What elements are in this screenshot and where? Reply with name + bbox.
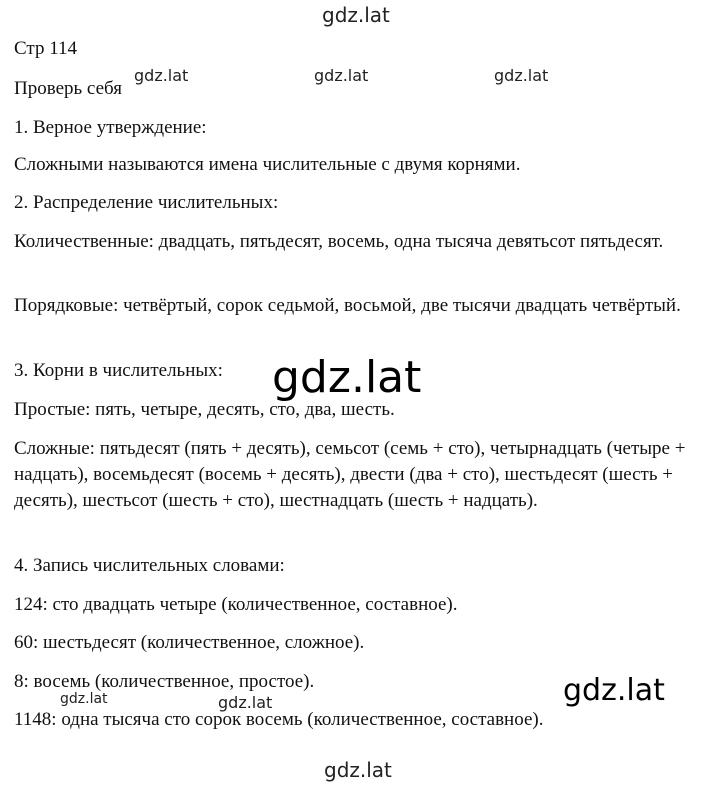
paragraph-13: 1148: одна тысяча сто сорок восемь (количественное, составное).	[14, 709, 544, 730]
page-number: Стр 114	[14, 38, 78, 59]
paragraph-4: Количественные: двадцать, пятьдесят, восемь, одна тысяча девятьсот пятьдесят.	[14, 231, 664, 252]
watermark: gdz.lat	[218, 693, 273, 712]
paragraph-12: 8: восемь (количественное, простое).	[14, 671, 315, 692]
paragraph-3: 2. Распределение числительных:	[14, 192, 279, 213]
section-title: Проверь себя	[14, 78, 122, 99]
paragraph-11: 60: шестьдесят (количественное, сложное).	[14, 632, 365, 653]
paragraph-10: 124: сто двадцать четыре (количественное, составное).	[14, 594, 458, 615]
paragraph-5: Порядковые: четвёртый, сорок седьмой, восьмой, две тысячи двадцать четвёртый.	[14, 295, 681, 316]
watermark: gdz.lat	[314, 66, 369, 85]
watermark: gdz.lat	[60, 691, 108, 707]
paragraph-7: Простые: пять, четыре, десять, сто, два, шесть.	[14, 399, 395, 420]
paragraph-6: 3. Корни в числительных:	[14, 360, 223, 381]
paragraph-9: 4. Запись числительных словами:	[14, 555, 285, 576]
watermark: gdz.lat	[134, 66, 189, 85]
paragraph-1: 1. Верное утверждение:	[14, 117, 207, 138]
watermark: gdz.lat	[324, 758, 392, 782]
watermark: gdz.lat	[322, 3, 390, 27]
watermark: gdz.lat	[494, 66, 549, 85]
paragraph-2: Сложными называются имена числительные с двумя корнями.	[14, 154, 521, 175]
paragraph-8: Сложные: пятьдесят (пять + десять), семьсот (семь + сто), четырнадцать (четыре + надцать), восемьдесят (восемь + десять), двести (два + сто), шестьдесят (шесть + десять), шестьсот (шесть + сто), шестнадцать (шесть + надцать).	[14, 438, 686, 511]
watermark: gdz.lat	[272, 352, 422, 403]
watermark: gdz.lat	[563, 673, 665, 708]
